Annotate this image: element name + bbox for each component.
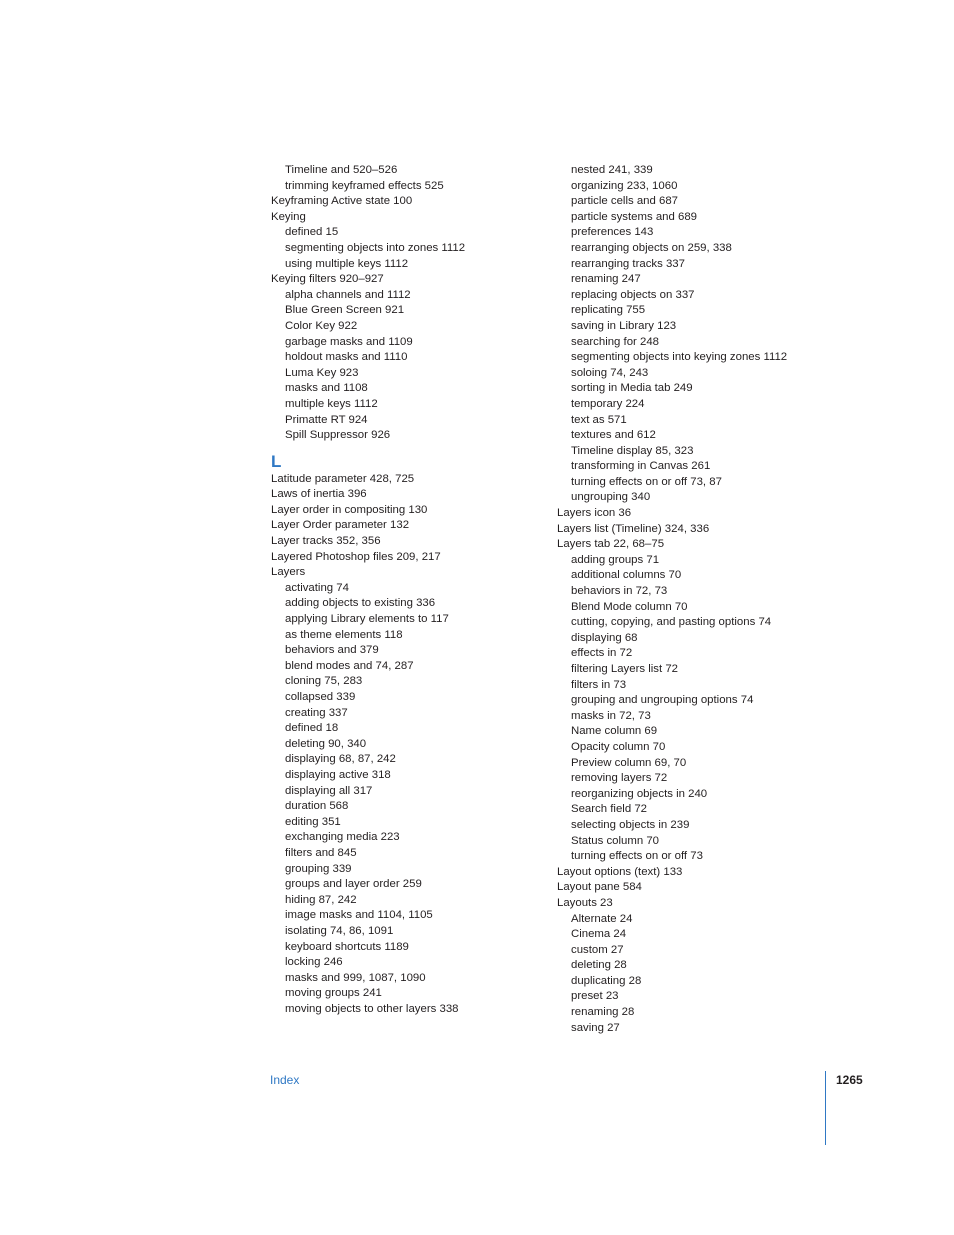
index-subentry: temporary 224 [571, 397, 645, 410]
footer-divider [825, 1071, 826, 1145]
index-subentry: grouping 339 [285, 862, 352, 875]
index-subentry: replicating 755 [571, 304, 646, 317]
index-subentry: locking 246 [285, 956, 343, 969]
index-subentry: activating 74 [285, 581, 349, 594]
index-subentry: preset 23 [571, 990, 619, 1003]
index-subentry: duplicating 28 [571, 974, 642, 987]
index-subentry: custom 27 [571, 943, 624, 956]
index-subentry: deleting 90, 340 [285, 737, 367, 750]
index-entry: Layouts 23 [557, 896, 613, 909]
index-subentry: Cinema 24 [571, 928, 627, 941]
index-entry: Layout pane 584 [557, 881, 642, 894]
index-subentry: selecting objects in 239 [571, 818, 690, 831]
index-subentry: Search field 72 [571, 803, 647, 816]
index-subentry: masks in 72, 73 [571, 709, 651, 722]
index-subentry: behaviors and 379 [285, 644, 379, 657]
index-entry: Layer tracks 352, 356 [271, 535, 381, 548]
index-subentry: filtering Layers list 72 [571, 663, 678, 675]
index-subentry: holdout masks and 1110 [285, 351, 408, 364]
index-subentry: using multiple keys 1112 [285, 257, 409, 270]
index-subentry: groups and layer order 259 [285, 878, 422, 891]
index-subentry: Color Key 922 [285, 319, 358, 332]
index-entry: Layers icon 36 [557, 507, 632, 520]
index-subentry: displaying all 317 [285, 784, 373, 797]
index-entry: Keying filters 920–927 [271, 273, 384, 286]
index-subentry: saving in Library 123 [571, 319, 677, 332]
index-column-left [271, 163, 543, 1017]
index-subentry: grouping and ungrouping options 74 [571, 694, 754, 707]
index-subentry: displaying active 318 [285, 768, 391, 781]
index-subentry: keyboard shortcuts 1189 [285, 940, 409, 953]
index-subentry: text as 571 [571, 413, 627, 426]
index-subentry: textures and 612 [571, 429, 656, 442]
index-subentry: adding groups 71 [571, 553, 660, 566]
index-subentry: sorting in Media tab 249 [571, 382, 693, 395]
index-subentry: masks and 999, 1087, 1090 [285, 971, 426, 984]
index-subentry: turning effects on or off 73, 87 [571, 475, 722, 488]
index-subentry: exchanging media 223 [285, 831, 400, 844]
index-subentry: adding objects to existing 336 [285, 597, 436, 610]
index-subentry: Primatte RT 924 [285, 413, 368, 426]
index-subentry: image masks and 1104, 1105 [285, 909, 433, 922]
index-subentry: deleting 28 [571, 959, 627, 972]
index-entry: Latitude parameter 428, 725 [271, 472, 415, 485]
index-subentry: ungrouping 340 [571, 491, 651, 504]
index-subentry: moving objects to other layers 338 [285, 1002, 459, 1015]
index-entry: Keyframing Active state 100 [271, 195, 413, 208]
index-entry: Layers list (Timeline) 324, 336 [557, 522, 710, 535]
index-subentry: multiple keys 1112 [285, 397, 378, 410]
index-subentry: removing layers 72 [571, 772, 668, 785]
index-subentry: Blue Green Screen 921 [285, 304, 405, 317]
index-subentry: alpha channels and 1112 [285, 288, 411, 301]
index-subentry: trimming keyframed effects 525 [285, 179, 444, 192]
index-subentry: searching for 248 [571, 335, 660, 348]
index-subentry: replacing objects on 337 [571, 288, 695, 301]
index-subentry: cloning 75, 283 [285, 675, 363, 688]
index-subentry: additional columns 70 [571, 569, 682, 582]
index-subentry: defined 18 [285, 722, 339, 735]
index-subentry: garbage masks and 1109 [285, 335, 413, 348]
index-subentry: Spill Suppressor 926 [285, 429, 391, 442]
index-entry: Laws of inertia 396 [271, 488, 367, 501]
index-subentry: renaming 247 [571, 273, 641, 286]
index-subentry: filters and 845 [285, 846, 357, 859]
index-subentry: isolating 74, 86, 1091 [285, 924, 394, 937]
index-subentry: creating 337 [285, 706, 348, 719]
index-entry: Layer order in compositing 130 [271, 503, 428, 516]
index-subentry: as theme elements 118 [285, 628, 403, 641]
index-entry: Keying [271, 210, 306, 223]
index-subentry: behaviors in 72, 73 [571, 585, 668, 598]
index-subentry: rearranging objects on 259, 338 [571, 241, 732, 254]
index-subentry: saving 27 [571, 1021, 620, 1034]
index-subentry: collapsed 339 [285, 691, 356, 703]
index-subentry: blend modes and 74, 287 [285, 659, 414, 672]
index-entry: Layered Photoshop files 209, 217 [271, 550, 441, 563]
index-letter-heading: L [271, 451, 282, 471]
index-subentry: filters in 73 [571, 678, 627, 691]
index-subentry: particle systems and 689 [571, 210, 697, 223]
index-entry: Layers tab 22, 68–75 [557, 538, 665, 551]
index-subentry: transforming in Canvas 261 [571, 460, 711, 473]
index-subentry: applying Library elements to 117 [285, 613, 449, 626]
index-entry: Layers [271, 566, 306, 579]
index-entry: Layer Order parameter 132 [271, 519, 410, 532]
index-subentry: editing 351 [285, 815, 341, 828]
index-subentry: Name column 69 [571, 725, 658, 738]
page-number: 1265 [836, 1073, 863, 1087]
index-subentry: rearranging tracks 337 [571, 257, 685, 270]
index-subentry: Alternate 24 [571, 912, 633, 925]
index-subentry: Blend Mode column 70 [571, 600, 688, 613]
index-subentry: displaying 68, 87, 242 [285, 753, 396, 766]
footer-section-label: Index [270, 1073, 300, 1087]
index-subentry: segmenting objects into zones 1112 [285, 241, 466, 254]
index-subentry: cutting, copying, and pasting options 74 [571, 616, 772, 629]
index-subentry: turning effects on or off 73 [571, 850, 703, 863]
index-entry: Layout options (text) 133 [557, 865, 683, 878]
index-subentry: defined 15 [285, 226, 339, 239]
index-subentry: preferences 143 [571, 226, 654, 239]
index-subentry: Preview column 69, 70 [571, 756, 687, 769]
index-subentry: hiding 87, 242 [285, 893, 357, 906]
index-subentry: displaying 68 [571, 631, 638, 644]
index-subentry: nested 241, 339 [571, 164, 653, 176]
index-subentry: reorganizing objects in 240 [571, 787, 708, 800]
index-subentry: particle cells and 687 [571, 195, 679, 208]
index-subentry: moving groups 241 [285, 987, 382, 1000]
index-subentry: segmenting objects into keying zones 1112 [571, 351, 788, 364]
index-subentry: soloing 74, 243 [571, 366, 649, 379]
index-subentry: organizing 233, 1060 [571, 179, 678, 192]
index-subentry: Timeline and 520–526 [285, 164, 398, 176]
index-subentry: effects in 72 [571, 647, 633, 660]
index-subentry: Status column 70 [571, 834, 660, 847]
index-subentry: renaming 28 [571, 1006, 635, 1019]
index-subentry: Timeline display 85, 323 [571, 444, 694, 457]
index-column-right [557, 163, 819, 1036]
index-subentry: masks and 1108 [285, 382, 368, 395]
index-subentry: Opacity column 70 [571, 740, 666, 753]
index-subentry: duration 568 [285, 800, 349, 813]
index-subentry: Luma Key 923 [285, 366, 359, 379]
